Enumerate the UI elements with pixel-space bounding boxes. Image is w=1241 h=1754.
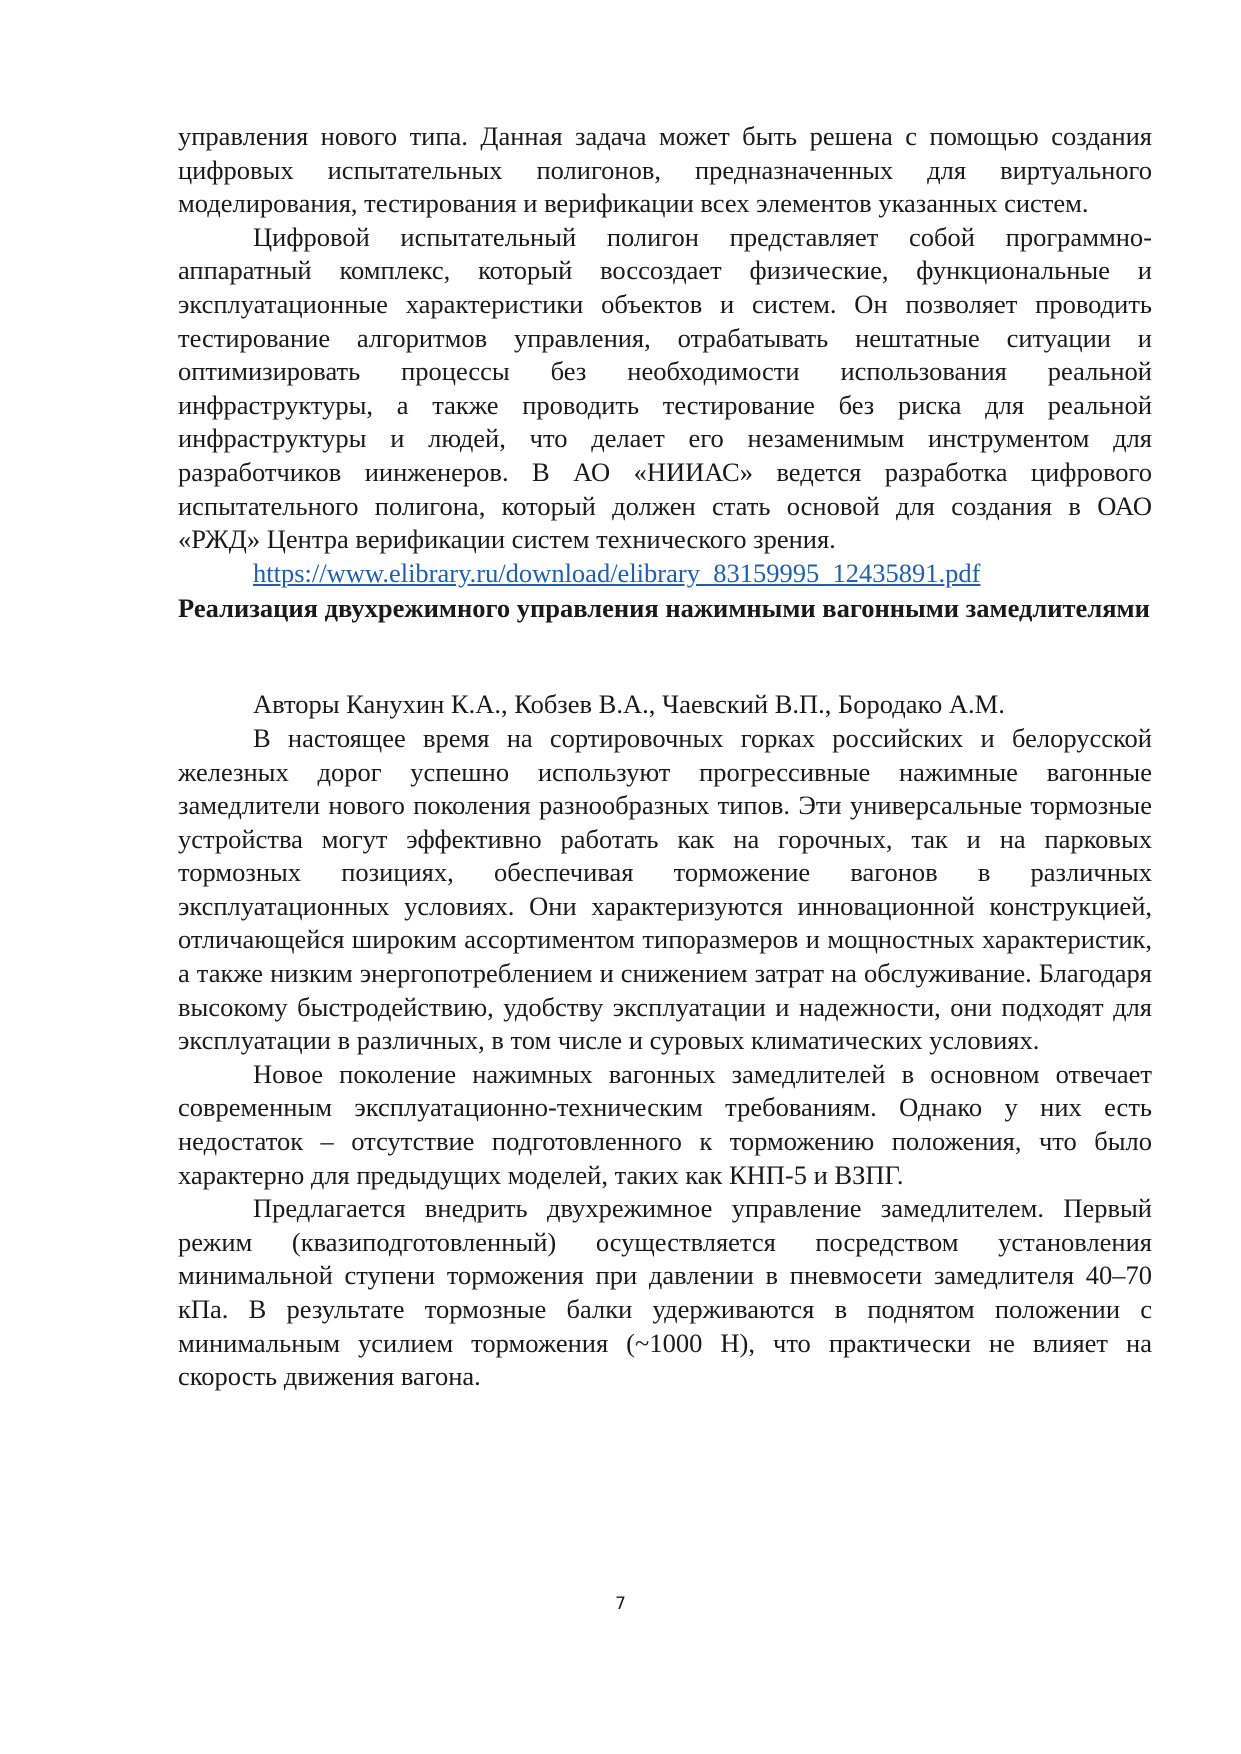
source-link-line	[178, 557, 1152, 591]
page-number: 7	[615, 1594, 626, 1614]
section-title: Реализация двухрежимного управления нажимными вагонными замедлителями	[178, 593, 1150, 624]
source-link[interactable]: https://www.elibrary.ru/download/elibrary_83159995_12435891.pdf	[253, 557, 981, 588]
page-content	[178, 120, 1152, 1394]
paragraph-retarders-intro: В настоящее время на сортировочных горках российских и белорусской железных дорог успешно используют прогрессивные нажимные вагонные замедлители нового поколения разнообразных типов. Эти универсальные тормозные устройства могут эффективно работать как на горочных, так и на парковых тормозных позициях, обеспечивая торможение вагонов в различных эксплуатационных условиях. Они характеризуются инновационной конструкцией, отличающейся широким ассортиментом типоразмеров и мощностных характеристик, а также низким энергопотреблением и снижением затрат на обслуживание. Благодаря высокому быстродействию, удобству эксплуатации и надежности, они подходят для эксплуатации в различных, в том числе и суровых климатических условиях.	[178, 722, 1152, 1056]
paragraph-new-generation: Новое поколение нажимных вагонных замедлителей в основном отвечает современным эксплуатационно-техническим требованиям. Однако у них есть недостаток – отсутствие подготовленного к торможению положения, что было характерно для предыдущих моделей, таких как КНП-5 и ВЗПГ.	[178, 1058, 1152, 1190]
authors-line: Авторы Канухин К.А., Кобзев В.А., Чаевский В.П., Бородако А.М.	[253, 689, 1005, 720]
paragraph-digital-testing-ground: Цифровой испытательный полигон представляет собой программно-аппаратный комплекс, который воссоздает физические, функциональные и эксплуатационные характеристики объектов и систем. Он позволяет проводить тестирование алгоритмов управления, отрабатывать нештатные ситуации и оптимизировать процессы без необходимости использования реальной инфраструктуры, а также проводить тестирование без риска для реальной инфраструктуры и людей, что делает его незаменимым инструментом для разработчиков иинженеров. В АО «НИИАС» ведется разработка цифрового испытательного полигона, который должен стать основой для создания в ОАО «РЖД» Центра верификации систем технического зрения.	[178, 221, 1152, 555]
paragraph-dual-mode: Предлагается внедрить двухрежимное управление замедлителем. Первый режим (квазиподготовленный) осуществляется посредством установления минимальной ступени торможения при давлении в пневмосети замедлителя 40–70 кПа. В результате тормозные балки удерживаются в поднятом положении с минимальным усилием торможения (~1000 Н), что практически не влияет на скорость движения вагона.	[178, 1193, 1152, 1392]
paragraph-continuation: управления нового типа. Данная задача может быть решена с помощью создания цифровых испытательных полигонов, предназначенных для виртуального моделирования, тестирования и верификации всех элементов указанных систем.	[178, 121, 1152, 219]
